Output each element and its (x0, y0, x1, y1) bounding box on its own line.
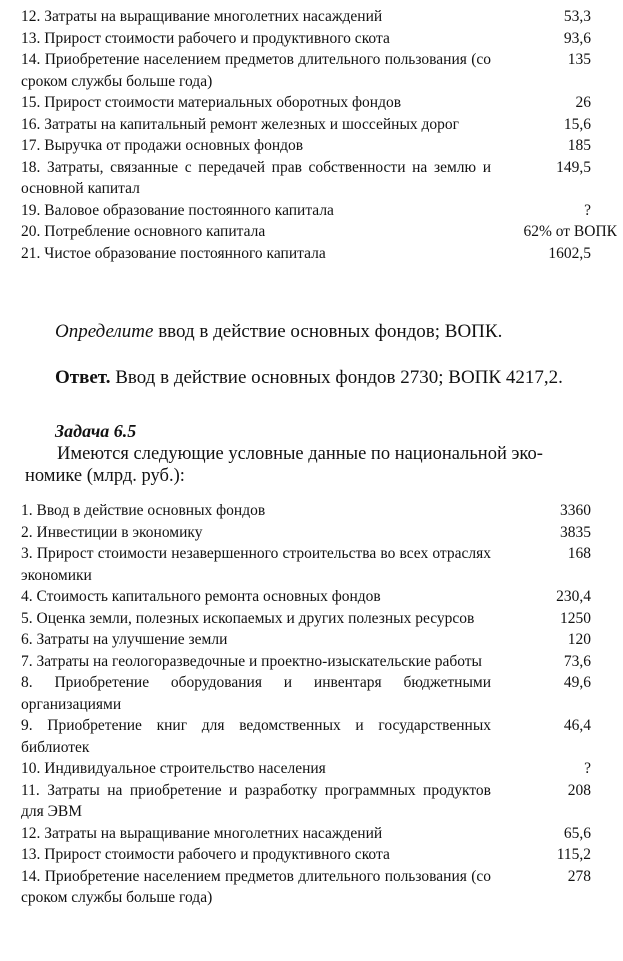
indicator-value: 278 (567, 867, 591, 885)
indicator-value: ? (584, 201, 591, 219)
task-intro-line-2: номике (млрд. руб.): (25, 466, 185, 486)
indicator-row (21, 629, 621, 651)
indicator-row (21, 780, 621, 823)
indicator-value: 168 (567, 545, 591, 562)
indicator-label: 2. Инвестиции в экономику (21, 523, 203, 541)
indicator-row (21, 543, 621, 586)
indicator-label: 14. Приобретение населением предметов длительного пользования (со сроком службы больше года) (21, 51, 491, 90)
indicator-label: 18. Затраты, связанные с передачей прав собственности на землю и основной капитал (21, 158, 491, 197)
indicator-list-task-6-5 (21, 500, 621, 909)
answer-line (55, 366, 563, 390)
task-intro-line-1: Имеются следующие условные данные по национальной эко- (57, 444, 543, 464)
indicator-value: 65,6 (563, 824, 591, 842)
indicator-value: 15,6 (563, 115, 591, 133)
indicator-label: 7. Затраты на геологоразведочные и проектно-изыскательские работы (21, 652, 482, 670)
indicator-row (21, 49, 621, 92)
indicator-value: 3835 (560, 523, 591, 541)
indicator-label: 10. Индивидуальное строительство населения (21, 760, 326, 777)
indicator-label: 21. Чистое образование постоянного капитала (21, 244, 326, 262)
indicator-row (21, 758, 621, 780)
indicator-label: 3. Прирост стоимости незавершенного строительства во всех отраслях экономики (21, 545, 491, 584)
indicator-value: 230,4 (556, 588, 591, 605)
indicator-row (21, 6, 621, 28)
indicator-label: 13. Прирост стоимости рабочего и продуктивного скота (21, 29, 390, 47)
indicator-value: 73,6 (563, 652, 591, 670)
indicator-label: 20. Потребление основного капитала (21, 223, 266, 240)
indicator-row (21, 28, 621, 50)
task-intro (25, 443, 623, 487)
indicator-label: 14. Приобретение населением предметов длительного пользования (со сроком службы больше года) (21, 867, 491, 906)
indicator-row (21, 500, 621, 522)
indicator-value: 185 (567, 137, 591, 154)
indicator-value: 208 (567, 781, 591, 799)
indicator-label: 11. Затраты на приобретение и разработку программных продуктов для ЭВМ (21, 781, 491, 820)
indicator-value: 46,4 (563, 717, 591, 734)
indicator-label: 16. Затраты на капитальный ремонт железных и шоссейных дорог (21, 115, 459, 133)
indicator-row (21, 157, 621, 200)
indicator-row (21, 672, 621, 715)
indicator-row (21, 243, 621, 265)
indicator-label: 12. Затраты на выращивание многолетних насаждений (21, 8, 383, 25)
indicator-value: 120 (567, 631, 591, 648)
indicator-label: 1. Ввод в действие основных фондов (21, 502, 266, 519)
indicator-row (21, 92, 621, 114)
indicator-value: 135 (567, 51, 591, 68)
indicator-row (21, 715, 621, 758)
indicator-list-continued (21, 6, 621, 264)
indicator-label: 17. Выручка от продажи основных фондов (21, 137, 304, 154)
answer-text: Ввод в действие основных фондов 2730; ВОПК 4217,2. (110, 367, 563, 388)
indicator-row (21, 114, 621, 136)
indicator-value: 62% от ВОПК (523, 223, 617, 240)
indicator-label: 19. Валовое образование постоянного капитала (21, 201, 334, 219)
indicator-value: 149,5 (556, 158, 591, 176)
indicator-value: ? (584, 760, 591, 777)
indicator-label: 15. Прирост стоимости материальных оборотных фондов (21, 94, 402, 111)
indicator-label: 12. Затраты на выращивание многолетних насаждений (21, 824, 383, 842)
answer-label: Ответ. (55, 367, 111, 388)
indicator-row (21, 221, 621, 243)
indicator-value: 115,2 (556, 846, 591, 863)
indicator-row (21, 135, 621, 157)
indicator-label: 9. Приобретение книг для ведомственных и государственных библиотек (21, 717, 491, 756)
indicator-value: 53,3 (563, 8, 591, 25)
indicator-value: 93,6 (563, 29, 591, 47)
indicator-value: 3360 (560, 502, 591, 519)
indicator-row (21, 651, 621, 673)
question-text: ввод в действие основных фондов; ВОПК. (153, 321, 503, 342)
indicator-value: 26 (575, 94, 591, 111)
indicator-row (21, 866, 621, 909)
indicator-row (21, 200, 621, 222)
indicator-row (21, 586, 621, 608)
indicator-value: 1250 (560, 609, 591, 627)
indicator-label: 13. Прирост стоимости рабочего и продуктивного скота (21, 846, 390, 863)
indicator-row (21, 608, 621, 630)
indicator-row (21, 823, 621, 845)
indicator-label: 6. Затраты на улучшение земли (21, 631, 228, 648)
indicator-row (21, 522, 621, 544)
indicator-row (21, 844, 621, 866)
indicator-value: 49,6 (563, 674, 591, 691)
indicator-label: 8. Приобретение оборудования и инвентаря бюджетными организациями (21, 674, 491, 713)
question-line (55, 320, 502, 344)
indicator-label: 5. Оценка земли, полезных ископаемых и других полезных ресурсов (21, 609, 475, 627)
indicator-label: 4. Стоимость капитального ремонта основных фондов (21, 588, 381, 605)
indicator-value: 1602,5 (548, 244, 591, 262)
task-title: Задача 6.5 (55, 421, 137, 441)
question-verb: Определите (55, 321, 154, 342)
